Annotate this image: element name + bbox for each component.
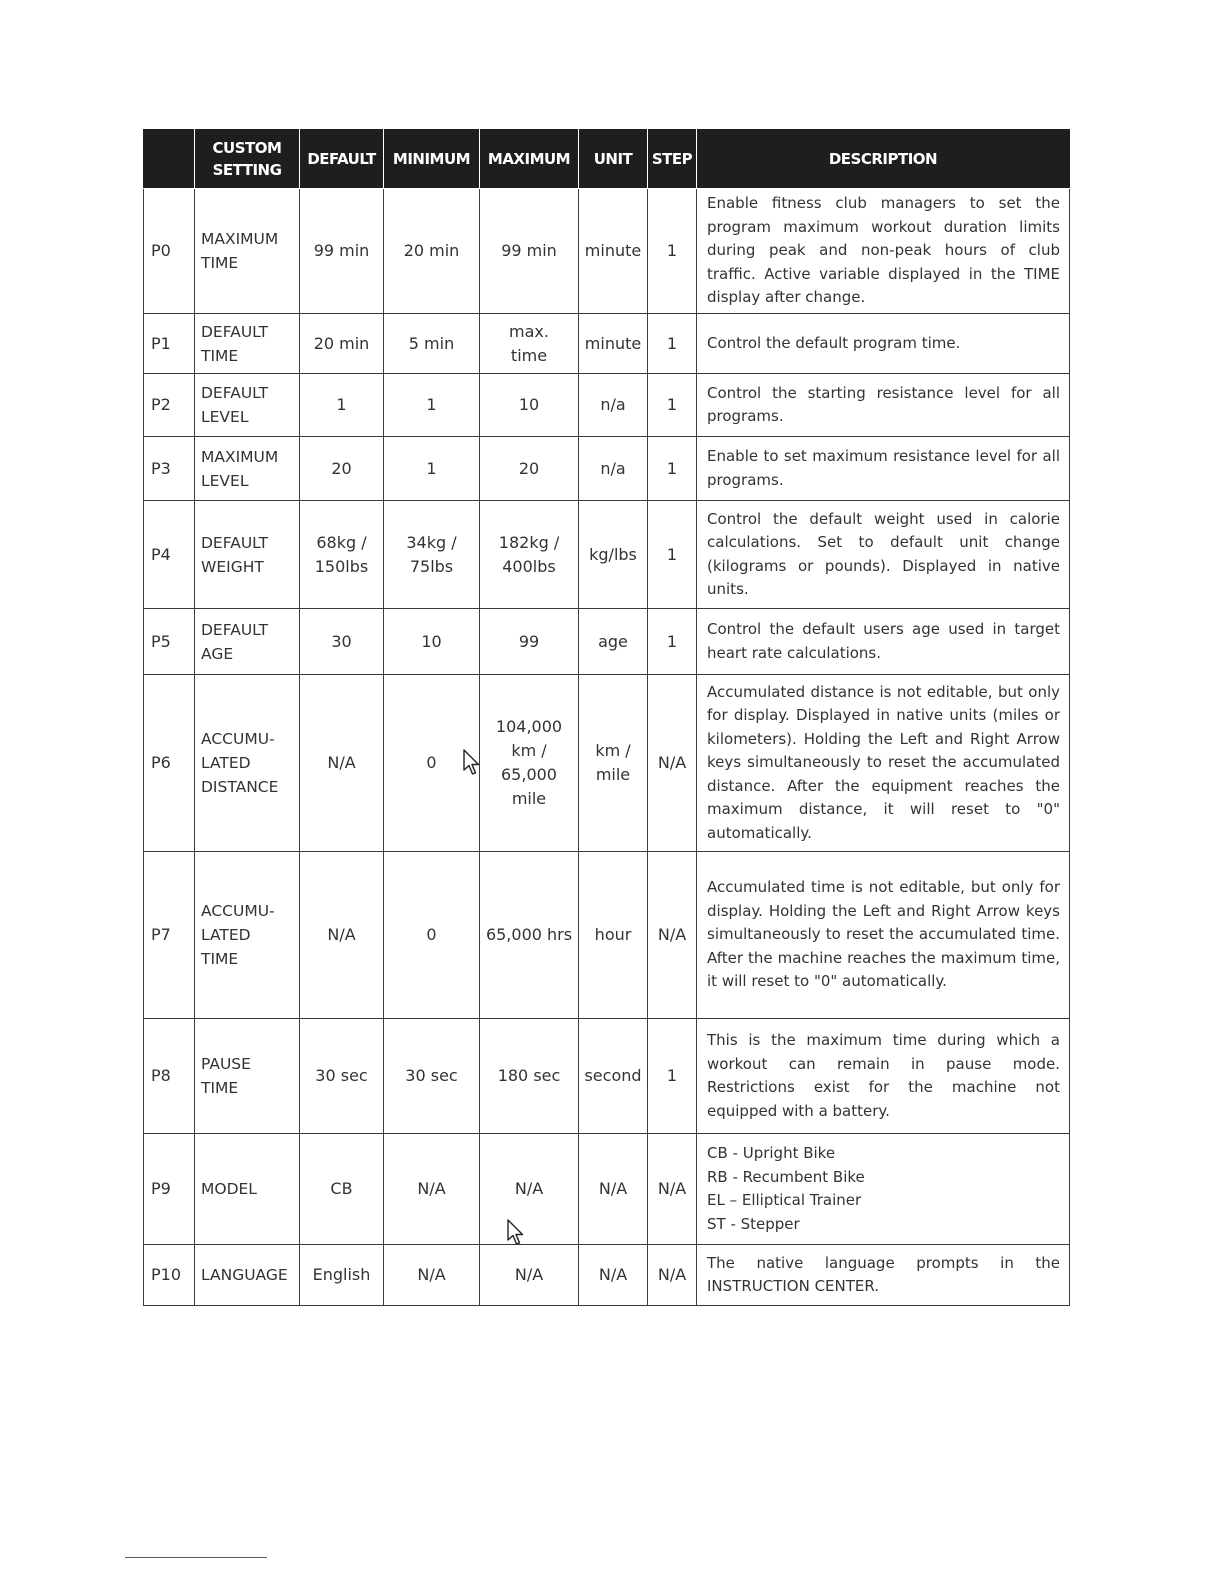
row-maximum: 20 xyxy=(480,437,579,501)
row-default: 30 sec xyxy=(300,1019,384,1134)
table-row xyxy=(144,1245,1070,1306)
table-row xyxy=(144,1019,1070,1134)
header-unit: UNIT xyxy=(579,130,648,189)
row-maximum: 99 min xyxy=(480,189,579,314)
row-maximum: N/A xyxy=(480,1134,579,1245)
row-default: 20 xyxy=(300,437,384,501)
row-minimum: N/A xyxy=(384,1134,480,1245)
row-step: 1 xyxy=(648,437,697,501)
row-setting: ACCUMU- LATED TIME xyxy=(195,852,300,1019)
row-step: N/A xyxy=(648,1134,697,1245)
row-unit: minute xyxy=(579,189,648,314)
row-step: 1 xyxy=(648,1019,697,1134)
row-default: CB xyxy=(300,1134,384,1245)
row-setting: LANGUAGE xyxy=(195,1245,300,1306)
header-description: DESCRIPTION xyxy=(697,130,1070,189)
row-description: Control the starting resistance level for all programs. xyxy=(697,374,1070,437)
row-description: Control the default weight used in calorie calculations. Set to default unit change (kilograms or pounds). Displayed in native units. xyxy=(697,501,1070,609)
row-setting: DEFAULT LEVEL xyxy=(195,374,300,437)
mouse-cursor-icon xyxy=(463,749,481,777)
row-maximum: 180 sec xyxy=(480,1019,579,1134)
row-description: Control the default users age used in target heart rate calculations. xyxy=(697,609,1070,675)
row-description: Accumulated time is not editable, but only for display. Holding the Left and Right Arrow keys simultaneously to reset the accumulated time. After the machine reaches the maximum time, it will reset to "0" automatically. xyxy=(697,852,1070,1019)
row-minimum: N/A xyxy=(384,1245,480,1306)
row-code: P9 xyxy=(144,1134,195,1245)
row-maximum: 182kg / 400lbs xyxy=(480,501,579,609)
row-maximum: 99 xyxy=(480,609,579,675)
footnote-separator xyxy=(125,1557,267,1558)
row-minimum: 0 xyxy=(384,675,480,852)
row-setting: MAXIMUM LEVEL xyxy=(195,437,300,501)
table-row xyxy=(144,314,1070,374)
row-step: 1 xyxy=(648,189,697,314)
row-description: The native language prompts in the INSTRUCTION CENTER. xyxy=(697,1245,1070,1306)
table-row xyxy=(144,675,1070,852)
header-default: DEFAULT xyxy=(300,130,384,189)
row-minimum: 0 xyxy=(384,852,480,1019)
table-row xyxy=(144,852,1070,1019)
row-description: Control the default program time. xyxy=(697,314,1070,374)
row-step: 1 xyxy=(648,609,697,675)
row-code: P7 xyxy=(144,852,195,1019)
header-custom-setting: CUSTOM SETTING xyxy=(195,130,300,189)
header-step: STEP xyxy=(648,130,697,189)
row-default: 1 xyxy=(300,374,384,437)
row-default: 30 xyxy=(300,609,384,675)
row-code: P4 xyxy=(144,501,195,609)
mouse-cursor-icon xyxy=(507,1219,525,1247)
row-unit: second xyxy=(579,1019,648,1134)
row-step: 1 xyxy=(648,314,697,374)
row-minimum: 30 sec xyxy=(384,1019,480,1134)
row-unit: km / mile xyxy=(579,675,648,852)
table-row xyxy=(144,609,1070,675)
row-description: Enable fitness club managers to set the program maximum workout duration limits during peak and non-peak hours of club traffic. Active variable displayed in the TIME display after change. xyxy=(697,189,1070,314)
row-code: P0 xyxy=(144,189,195,314)
row-step: 1 xyxy=(648,374,697,437)
row-unit: n/a xyxy=(579,374,648,437)
row-default: 99 min xyxy=(300,189,384,314)
row-default: N/A xyxy=(300,675,384,852)
header-code xyxy=(144,130,195,189)
row-default: 68kg / 150lbs xyxy=(300,501,384,609)
row-description: Enable to set maximum resistance level for all programs. xyxy=(697,437,1070,501)
table-header-row xyxy=(144,130,1070,189)
row-unit: kg/lbs xyxy=(579,501,648,609)
row-default: 20 min xyxy=(300,314,384,374)
row-minimum: 10 xyxy=(384,609,480,675)
table-row xyxy=(144,501,1070,609)
row-setting: DEFAULT WEIGHT xyxy=(195,501,300,609)
row-default: N/A xyxy=(300,852,384,1019)
row-unit: minute xyxy=(579,314,648,374)
row-description: Accumulated distance is not editable, but only for display. Displayed in native units (miles or kilometers). Holding the Left and Right Arrow keys simultaneously to reset the accumulated distance. After the equipment reaches the maximum distance, it will reset to "0" automatically. xyxy=(697,675,1070,852)
row-setting: ACCUMU- LATED DISTANCE xyxy=(195,675,300,852)
row-unit: hour xyxy=(579,852,648,1019)
row-minimum: 1 xyxy=(384,374,480,437)
row-code: P1 xyxy=(144,314,195,374)
row-description: This is the maximum time during which a workout can remain in pause mode. Restrictions exist for the machine not equipped with a battery. xyxy=(697,1019,1070,1134)
row-unit: N/A xyxy=(579,1134,648,1245)
row-setting: MODEL xyxy=(195,1134,300,1245)
table-row xyxy=(144,189,1070,314)
row-description: CB - Upright Bike RB - Recumbent Bike EL – Elliptical Trainer ST - Stepper xyxy=(697,1134,1070,1245)
row-maximum: 65,000 hrs xyxy=(480,852,579,1019)
row-unit: N/A xyxy=(579,1245,648,1306)
row-minimum: 20 min xyxy=(384,189,480,314)
row-maximum: N/A xyxy=(480,1245,579,1306)
row-step: N/A xyxy=(648,675,697,852)
row-maximum: 104,000 km / 65,000 mile xyxy=(480,675,579,852)
table-row xyxy=(144,374,1070,437)
row-minimum: 34kg / 75lbs xyxy=(384,501,480,609)
row-default: English xyxy=(300,1245,384,1306)
table-row xyxy=(144,1134,1070,1245)
row-setting: DEFAULT TIME xyxy=(195,314,300,374)
row-setting: DEFAULT AGE xyxy=(195,609,300,675)
row-code: P3 xyxy=(144,437,195,501)
row-code: P6 xyxy=(144,675,195,852)
row-code: P10 xyxy=(144,1245,195,1306)
header-minimum: MINIMUM xyxy=(384,130,480,189)
table-row xyxy=(144,437,1070,501)
row-unit: age xyxy=(579,609,648,675)
row-maximum: max. time xyxy=(480,314,579,374)
row-step: 1 xyxy=(648,501,697,609)
header-maximum: MAXIMUM xyxy=(480,130,579,189)
row-minimum: 1 xyxy=(384,437,480,501)
row-maximum: 10 xyxy=(480,374,579,437)
row-setting: PAUSE TIME xyxy=(195,1019,300,1134)
row-code: P2 xyxy=(144,374,195,437)
row-code: P8 xyxy=(144,1019,195,1134)
custom-settings-table xyxy=(143,129,1070,1306)
row-setting: MAXIMUM TIME xyxy=(195,189,300,314)
row-minimum: 5 min xyxy=(384,314,480,374)
row-step: N/A xyxy=(648,852,697,1019)
row-code: P5 xyxy=(144,609,195,675)
row-step: N/A xyxy=(648,1245,697,1306)
row-unit: n/a xyxy=(579,437,648,501)
